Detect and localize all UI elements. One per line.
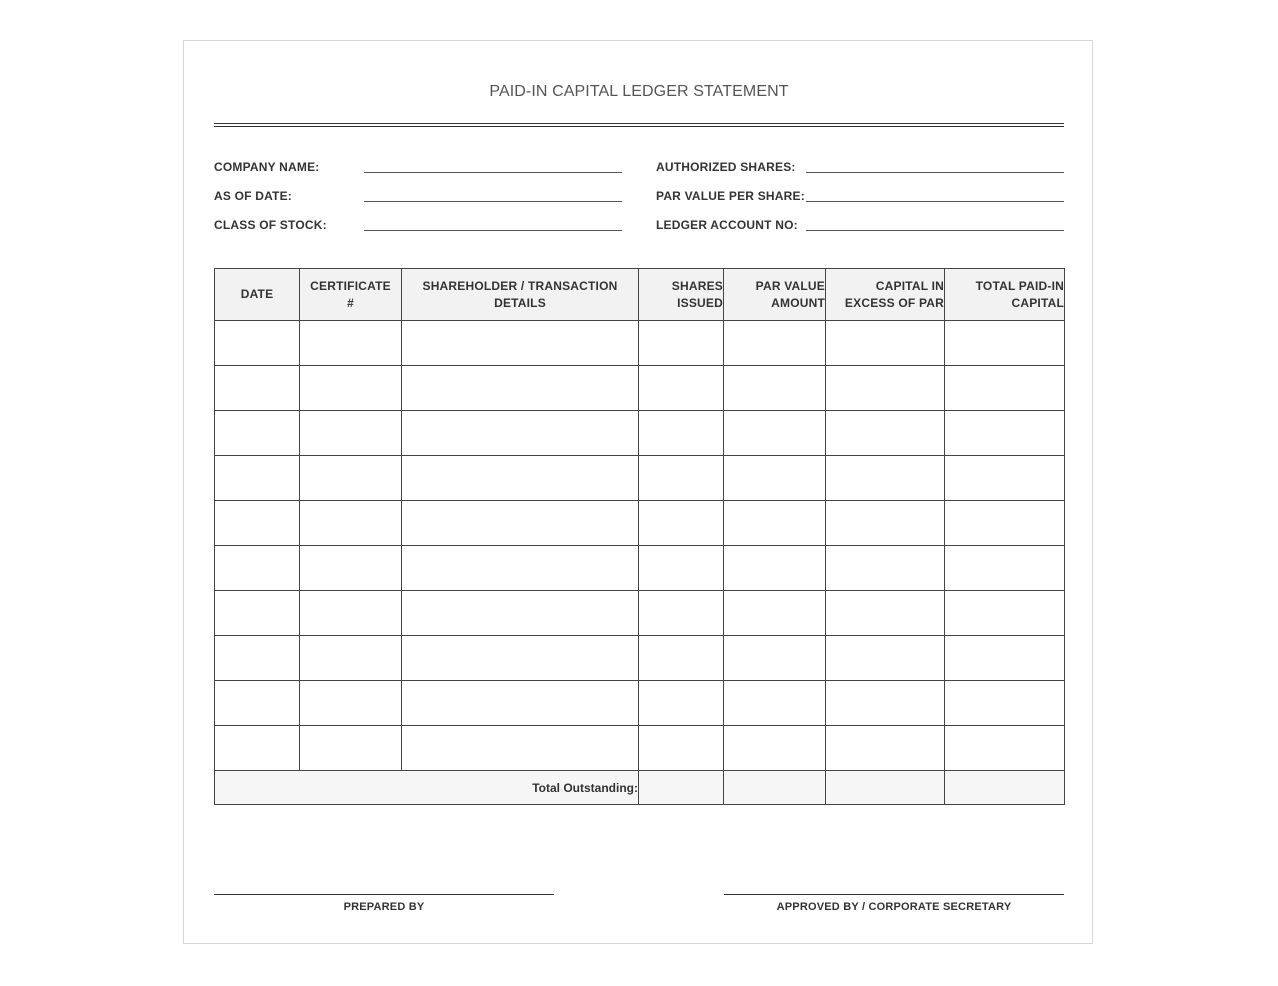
par-value-cell[interactable]: [724, 501, 826, 546]
class-of-stock-label: CLASS OF STOCK:: [214, 218, 327, 232]
details-cell[interactable]: [402, 321, 639, 366]
details-cell[interactable]: [402, 681, 639, 726]
par-value-cell[interactable]: [724, 411, 826, 456]
par-value-per-share-input[interactable]: [806, 189, 1064, 202]
total-paid-in-cell[interactable]: [945, 411, 1065, 456]
total-row: [215, 771, 1065, 805]
excess-par-cell[interactable]: [826, 411, 945, 456]
table-row: [215, 546, 1065, 591]
authorized-shares-input[interactable]: [806, 160, 1064, 173]
par-value-cell[interactable]: [724, 591, 826, 636]
prepared-by-label: PREPARED BY: [343, 901, 425, 913]
authorized-shares-label: AUTHORIZED SHARES:: [656, 160, 796, 174]
ledger-table: [214, 268, 1065, 805]
ledger-account-no-input[interactable]: [806, 218, 1064, 231]
par-value-per-share-field: [656, 189, 1064, 209]
par-value-cell[interactable]: [724, 456, 826, 501]
table-row: [215, 411, 1065, 456]
document-title: PAID-IN CAPITAL LEDGER STATEMENT: [489, 83, 789, 100]
shares-issued-cell[interactable]: [639, 321, 724, 366]
shares-issued-cell[interactable]: [639, 456, 724, 501]
certificate-cell[interactable]: [300, 321, 402, 366]
total-excess-par-cell[interactable]: [826, 771, 945, 805]
date-cell[interactable]: [215, 456, 300, 501]
par-value-cell[interactable]: [724, 366, 826, 411]
details-cell[interactable]: [402, 591, 639, 636]
total-outstanding-label: Total Outstanding:: [215, 771, 639, 805]
as-of-date-field: [214, 189, 622, 209]
date-cell[interactable]: [215, 681, 300, 726]
company-name-input[interactable]: [364, 160, 622, 173]
certificate-cell[interactable]: [300, 456, 402, 501]
total-paid-in-cell[interactable]: [945, 771, 1065, 805]
details-cell[interactable]: [402, 456, 639, 501]
table-row: [215, 726, 1065, 771]
date-cell[interactable]: [215, 321, 300, 366]
total-paid-in-cell[interactable]: [945, 546, 1065, 591]
details-cell[interactable]: [402, 411, 639, 456]
header-capital-in-excess: CAPITAL IN EXCESS OF PAR: [826, 269, 945, 321]
total-paid-in-cell[interactable]: [945, 726, 1065, 771]
details-cell[interactable]: [402, 501, 639, 546]
total-paid-in-cell[interactable]: [945, 366, 1065, 411]
table-row: [215, 456, 1065, 501]
class-of-stock-field: [214, 218, 622, 238]
authorized-shares-field: [656, 160, 1064, 180]
excess-par-cell[interactable]: [826, 636, 945, 681]
title-divider: [214, 123, 1064, 127]
total-par-value-cell[interactable]: [724, 771, 826, 805]
shares-issued-cell[interactable]: [639, 411, 724, 456]
shares-issued-cell[interactable]: [639, 546, 724, 591]
date-cell[interactable]: [215, 366, 300, 411]
table-row: [215, 591, 1065, 636]
class-of-stock-input[interactable]: [364, 218, 622, 231]
total-shares-issued-cell[interactable]: [639, 771, 724, 805]
total-paid-in-cell[interactable]: [945, 456, 1065, 501]
details-cell[interactable]: [402, 726, 639, 771]
excess-par-cell[interactable]: [826, 591, 945, 636]
table-row: [215, 636, 1065, 681]
approved-by-signature-line[interactable]: [724, 894, 1064, 895]
shares-issued-cell[interactable]: [639, 591, 724, 636]
par-value-per-share-label: PAR VALUE PER SHARE:: [656, 189, 805, 203]
details-cell[interactable]: [402, 546, 639, 591]
excess-par-cell[interactable]: [826, 546, 945, 591]
date-cell[interactable]: [215, 591, 300, 636]
certificate-cell[interactable]: [300, 726, 402, 771]
par-value-cell[interactable]: [724, 546, 826, 591]
certificate-cell[interactable]: [300, 681, 402, 726]
date-cell[interactable]: [215, 411, 300, 456]
header-date: DATE: [215, 269, 300, 321]
date-cell[interactable]: [215, 636, 300, 681]
table-row: [215, 681, 1065, 726]
shares-issued-cell[interactable]: [639, 501, 724, 546]
header-shareholder-details: SHAREHOLDER / TRANSACTION DETAILS: [402, 269, 639, 321]
company-name-label: COMPANY NAME:: [214, 160, 320, 174]
approved-by-label: APPROVED BY / CORPORATE SECRETARY: [776, 901, 1012, 913]
excess-par-cell[interactable]: [826, 681, 945, 726]
date-cell[interactable]: [215, 546, 300, 591]
excess-par-cell[interactable]: [826, 456, 945, 501]
excess-par-cell[interactable]: [826, 321, 945, 366]
prepared-by-signature-line[interactable]: [214, 894, 554, 895]
header-certificate: CERTIFICATE #: [300, 269, 402, 321]
total-paid-in-cell[interactable]: [945, 321, 1065, 366]
certificate-cell[interactable]: [300, 366, 402, 411]
header-total-paid-in: TOTAL PAID-IN CAPITAL: [945, 269, 1065, 321]
certificate-cell[interactable]: [300, 636, 402, 681]
as-of-date-label: AS OF DATE:: [214, 189, 292, 203]
header-shares-issued: SHARES ISSUED: [639, 269, 724, 321]
ledger-account-no-label: LEDGER ACCOUNT NO:: [656, 218, 798, 232]
par-value-cell[interactable]: [724, 321, 826, 366]
shares-issued-cell[interactable]: [639, 366, 724, 411]
table-row: [215, 321, 1065, 366]
ledger-account-no-field: [656, 218, 1064, 238]
excess-par-cell[interactable]: [826, 366, 945, 411]
details-cell[interactable]: [402, 636, 639, 681]
certificate-cell[interactable]: [300, 501, 402, 546]
ledger-page: [183, 40, 1093, 944]
total-paid-in-cell[interactable]: [945, 636, 1065, 681]
par-value-cell[interactable]: [724, 726, 826, 771]
certificate-cell[interactable]: [300, 411, 402, 456]
excess-par-cell[interactable]: [826, 501, 945, 546]
date-cell[interactable]: [215, 501, 300, 546]
shares-issued-cell[interactable]: [639, 636, 724, 681]
shares-issued-cell[interactable]: [639, 726, 724, 771]
table-row: [215, 366, 1065, 411]
certificate-cell[interactable]: [300, 591, 402, 636]
table-row: [215, 501, 1065, 546]
shares-issued-cell[interactable]: [639, 681, 724, 726]
certificate-cell[interactable]: [300, 546, 402, 591]
ledger-body: [215, 321, 1065, 771]
total-paid-in-cell[interactable]: [945, 591, 1065, 636]
header-par-value-amount: PAR VALUE AMOUNT: [724, 269, 826, 321]
table-header-row: [215, 269, 1065, 321]
par-value-cell[interactable]: [724, 636, 826, 681]
as-of-date-input[interactable]: [364, 189, 622, 202]
total-paid-in-cell[interactable]: [945, 681, 1065, 726]
details-cell[interactable]: [402, 366, 639, 411]
par-value-cell[interactable]: [724, 681, 826, 726]
company-name-field: [214, 160, 622, 180]
total-paid-in-cell[interactable]: [945, 501, 1065, 546]
date-cell[interactable]: [215, 726, 300, 771]
excess-par-cell[interactable]: [826, 726, 945, 771]
